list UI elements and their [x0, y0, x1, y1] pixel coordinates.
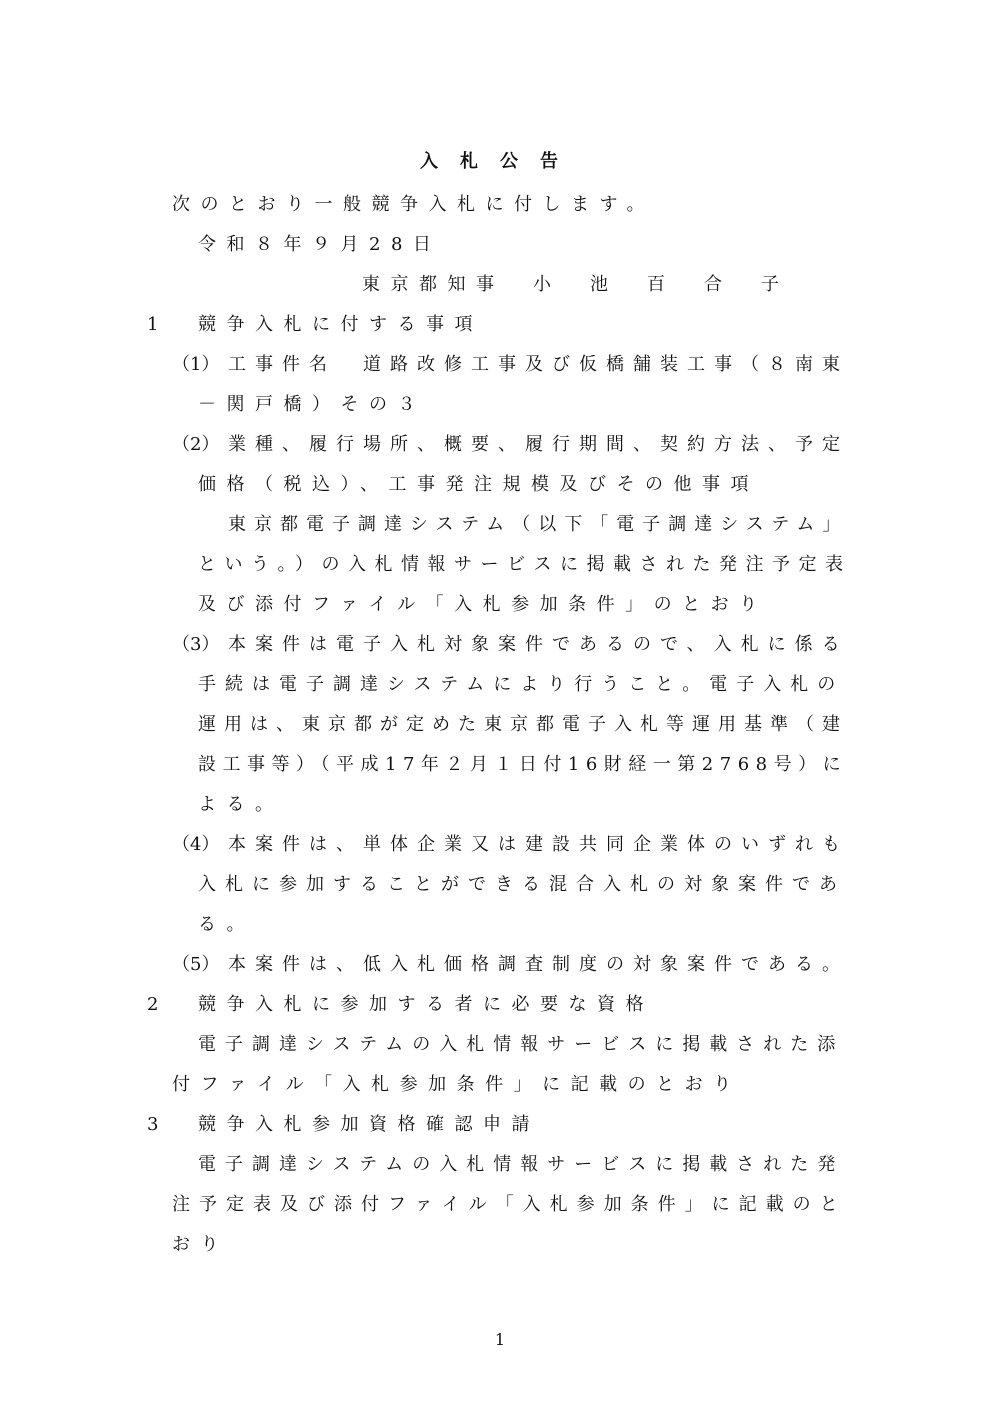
section-body-line: 付ファイル「入札参加条件」に記載のとおり	[172, 1074, 742, 1095]
item-text-line: 本案件は、単体企業又は建設共同企業体のいずれも	[228, 834, 849, 855]
item-text-line: 入札に参加することができる混合入札の対象案件であ	[198, 874, 846, 895]
item-label: （5）	[172, 954, 220, 975]
item-text-line: 本案件は電子入札対象案件であるので、入札に係る	[228, 634, 849, 655]
item-text-line: 価格（税込）、工事発注規模及びその他事項	[198, 474, 759, 495]
date-text: 令和８年９月28日	[198, 234, 442, 255]
section-number: 1	[147, 314, 159, 335]
item-body-line: 東京都電子調達システム（以下「電子調達システム」	[228, 514, 849, 535]
section-body-line: 電子調達システムの入札情報サービスに掲載された添	[198, 1034, 845, 1055]
section-body-line: おり	[172, 1234, 229, 1255]
item-label: （3）	[172, 634, 220, 655]
item-text-line: る。	[198, 914, 255, 935]
section-heading: 競争入札に参加する者に必要な資格	[198, 994, 654, 1015]
signatory-text: 東京都知事 小 池 百 合 子	[362, 274, 790, 295]
item-label: （4）	[172, 834, 220, 855]
item-text-line: 手続は電子調達システムにより行うこと。電子入札の	[198, 674, 845, 695]
item-text-line: 本案件は、低入札価格調査制度の対象案件である。	[228, 954, 849, 975]
item-text-line: 工事件名 道路改修工事及び仮橋舗装工事（８南東	[228, 354, 849, 375]
item-label: （2）	[172, 434, 220, 455]
item-text-line: 設工事等）（平成17年２月１日付16財経一第2768号）に	[198, 754, 848, 775]
section-number: 2	[147, 994, 159, 1015]
section-heading: 競争入札に付する事項	[198, 314, 483, 335]
page-number: 1	[494, 1330, 506, 1349]
section-number: 3	[147, 1114, 159, 1135]
section-heading: 競争入札参加資格確認申請	[198, 1114, 540, 1135]
document-title: 入札公告	[420, 151, 580, 172]
item-text-line: －関戸橋）その３	[198, 394, 426, 415]
item-body-line: 及び添付ファイル「入札参加条件」のとおり	[198, 594, 768, 615]
intro-text: 次のとおり一般競争入札に付します。	[172, 194, 656, 215]
item-text-line: よる。	[198, 794, 284, 815]
section-body-line: 注予定表及び添付ファイル「入札参加条件」に記載のと	[172, 1194, 847, 1215]
item-text-line: 運用は、東京都が定めた東京都電子入札等運用基準（建	[198, 714, 848, 735]
section-body-line: 電子調達システムの入札情報サービスに掲載された発	[198, 1154, 845, 1175]
item-text-line: 業種、履行場所、概要、履行期間、契約方法、予定	[228, 434, 849, 455]
item-body-line: という。）の入札情報サービスに掲載された発注予定表	[198, 554, 852, 575]
item-label: （1）	[172, 354, 220, 375]
